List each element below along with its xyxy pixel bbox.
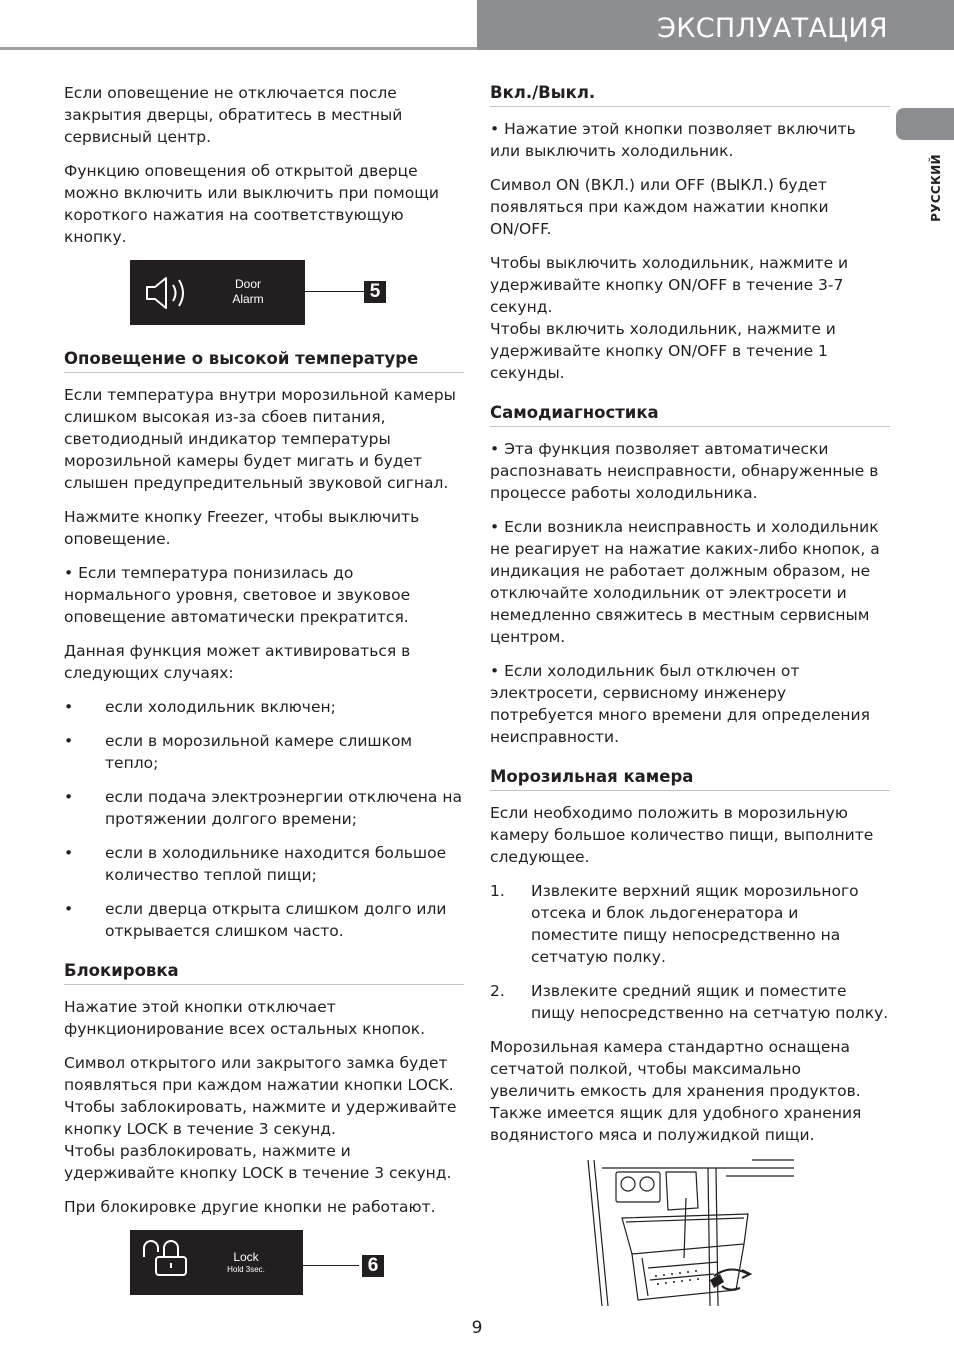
onoff-paragraph-3b: Чтобы включить холодильник, нажмите и удерживайте кнопку ON/OFF в течение 1 секунды. bbox=[490, 320, 836, 382]
door-alarm-label-line1: Door bbox=[234, 277, 261, 291]
selfdiag-paragraph-2: • Если возникла неисправность и холодильник не реагирует на нажатие каких-либо кнопок, а индикация не работает должным образом, не отключайте холодильник от электросети и немедленно свяжитесь в местным сервисным центром. bbox=[490, 518, 880, 646]
lock-paragraph-3: При блокировке другие кнопки не работают. bbox=[64, 1198, 436, 1216]
heading-on-off: Вкл./Выкл. bbox=[490, 82, 890, 107]
door-alarm-figure bbox=[64, 260, 464, 326]
list-item: 1. Извлеките верхний ящик морозильного отсека и блок льдогенератора и поместите пищу непосредственно на сетчатую полку. bbox=[490, 882, 859, 966]
lock-paragraph-2b: Чтобы разблокировать, нажмите и удерживайте кнопку LOCK в течение 3 секунд. bbox=[64, 1142, 452, 1182]
padlock-icon bbox=[140, 1239, 190, 1279]
intro-paragraph-1: Если оповещение не отключается после закрытия дверцы, обратитесь в местный сервисный центр. bbox=[64, 84, 403, 146]
list-item: • если в морозильной камере слишком тепло; bbox=[64, 732, 413, 772]
lock-paragraph-1: Нажатие этой кнопки отключает функционирование всех остальных кнопок. bbox=[64, 998, 426, 1038]
high-temp-paragraph-1: Если температура внутри морозильной камеры слишком высокая из-за сбоев питания, светодиодный индикатор температуры морозильной камеры будет мигать и будет слышен предупредительный звуковой сигнал. bbox=[64, 386, 456, 492]
heading-freezer: Морозильная камера bbox=[490, 766, 890, 791]
freezer-paragraph-2: Морозильная камера стандартно оснащена сетчатой полкой, чтобы максимально увеличить емкость для хранения продуктов. Также имеется ящик для удобного хранения водянистого мяса и полужидкой пищи. bbox=[490, 1038, 862, 1144]
lock-panel bbox=[130, 1230, 303, 1295]
page-number: 9 bbox=[471, 1318, 483, 1338]
header-divider bbox=[0, 47, 477, 50]
onoff-paragraph-3a: Чтобы выключить холодильник, нажмите и удерживайте кнопку ON/OFF в течение 3-7 секунд. bbox=[490, 254, 849, 316]
list-item: • если в холодильнике находится большое количество теплой пищи; bbox=[64, 844, 447, 884]
lock-sublabel: Hold 3sec. bbox=[227, 1265, 265, 1274]
speaker-icon bbox=[144, 273, 192, 313]
high-temp-paragraph-3: • Если температура понизилась до нормального уровня, световое и звуковое оповещение автоматически прекратится. bbox=[64, 564, 411, 626]
freezer-paragraph-1: Если необходимо положить в морозильную камеру большое количество пищи, выполните следующее. bbox=[490, 804, 874, 866]
heading-high-temp-alarm: Оповещение о высокой температуре bbox=[64, 348, 464, 373]
lock-figure bbox=[64, 1230, 464, 1296]
lock-callout-line bbox=[277, 1265, 359, 1266]
door-alarm-label bbox=[220, 277, 276, 307]
left-column bbox=[64, 82, 464, 1318]
door-alarm-label-line2: Alarm bbox=[232, 292, 264, 306]
list-item: 2. Извлеките средний ящик и поместите пищу непосредственно на сетчатую полку. bbox=[490, 982, 889, 1022]
heading-lock: Блокировка bbox=[64, 960, 464, 985]
right-column bbox=[490, 82, 890, 1308]
lock-label bbox=[218, 1250, 274, 1275]
onoff-paragraph-1: • Нажатие этой кнопки позволяет включить или выключить холодильник. bbox=[490, 120, 856, 160]
header-bar bbox=[477, 0, 954, 50]
freezer-steps-list bbox=[490, 880, 890, 1024]
callout-number-5: 5 bbox=[364, 281, 386, 303]
intro-paragraph-2: Функцию оповещения об открытой дверце можно включить или выключить при помощи короткого нажатия на соответствующую кнопку. bbox=[64, 162, 439, 246]
freezer-illustration bbox=[586, 1158, 796, 1308]
door-alarm-callout-line bbox=[280, 291, 364, 292]
lock-label-text: Lock bbox=[233, 1250, 259, 1264]
heading-self-diagnosis: Самодиагностика bbox=[490, 402, 890, 427]
language-tab bbox=[896, 108, 954, 140]
high-temp-conditions-list bbox=[64, 696, 464, 942]
list-item: • если холодильник включен; bbox=[64, 698, 336, 716]
lock-paragraph-2a: Символ открытого или закрытого замка будет появляться при каждом нажатии кнопки LOCK. Чтобы заблокировать, нажмите и удерживайте кнопку LOCK в течение 3 секунд. bbox=[64, 1054, 457, 1138]
high-temp-paragraph-2: Нажмите кнопку Freezer, чтобы выключить оповещение. bbox=[64, 508, 420, 548]
selfdiag-paragraph-3: • Если холодильник был отключен от электросети, сервисному инженеру потребуется много времени для определения неисправности. bbox=[490, 662, 870, 746]
language-label: РУССКИЙ bbox=[929, 154, 943, 222]
callout-number-6: 6 bbox=[362, 1255, 384, 1277]
door-alarm-panel bbox=[130, 260, 305, 325]
selfdiag-paragraph-1: • Эта функция позволяет автоматически распознавать неисправности, обнаруженные в процессе работы холодильника. bbox=[490, 440, 879, 502]
language-label-wrap bbox=[928, 148, 944, 228]
list-item: • если дверца открыта слишком долго или открывается слишком часто. bbox=[64, 900, 447, 940]
list-item: • если подача электроэнергии отключена на протяжении долгого времени; bbox=[64, 788, 462, 828]
onoff-paragraph-2: Символ ON (ВКЛ.) или OFF (ВЫКЛ.) будет появляться при каждом нажатии кнопки ON/OFF. bbox=[490, 176, 829, 238]
high-temp-paragraph-4: Данная функция может активироваться в следующих случаях: bbox=[64, 642, 411, 682]
section-title: ЭКСПЛУАТАЦИЯ bbox=[657, 13, 888, 44]
